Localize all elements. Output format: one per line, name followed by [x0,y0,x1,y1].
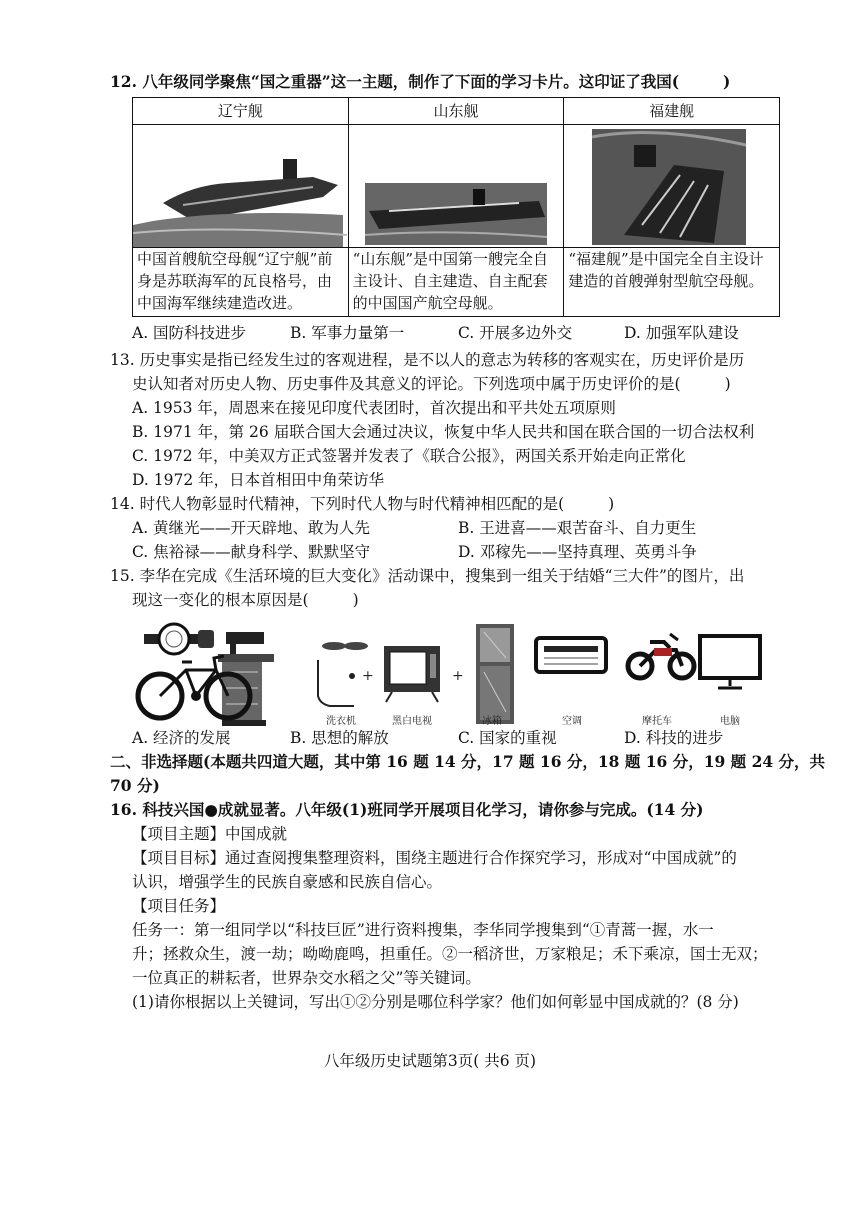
caption-washing-machine: 洗衣机 [326,716,356,727]
q15-option-b: B. 思想的解放 [290,729,389,747]
q16-task-heading: 【项目任务】 [132,897,226,915]
air-conditioner-icon [536,638,606,672]
bw-tv-icon [384,646,440,702]
q16-subquestion-1: (1)请你根据以上关键词，写出①②分别是哪位科学家？他们如何彰显中国成就的？(8 分) [132,993,739,1011]
q15-stem-line1: 15. 李华在完成《生活环境的巨大变化》活动课中，搜集到一组关于结婚“三大件”的图片，出 [110,567,745,585]
q13-stem-line1: 13. 历史事实是指已经发生过的客观进程，是不以人的意志为转移的客观实在，历史评价是历 [110,351,745,369]
q14-option-a: A. 黄继光——开天辟地、敢为人先 [132,519,371,537]
q12-option-b: B. 军事力量第一 [290,324,405,342]
q15-stem-line2 [132,590,359,610]
ship-card-table [132,97,780,317]
q16-goal-line1: 【项目目标】通过查阅搜集整理资料，围绕主题进行合作探究学习，形成对“中国成就”的 [132,849,737,867]
ship-desc-fujian: “福建舰”是中国完全自主设计建造的首艘弹射型航空母舰。 [564,248,780,317]
caption-air-conditioner: 空调 [562,716,582,727]
caption-motorcycle: 摩托车 [642,716,672,727]
q16-theme: 【项目主题】中国成就 [132,825,288,843]
q15-stem-line2-text: 现这一变化的根本原因是( [132,591,309,609]
q12-stem [110,72,730,92]
q14-paren-close: ) [608,495,615,513]
q16-stem: 16. 科技兴国●成就显著。八年级(1)班同学开展项目化学习，请你参与完成。(14 分) [110,800,704,819]
ship-photo-cell-fujian [564,125,780,248]
q16-task-line2: 升；拯救众生，渡一劫；呦呦鹿鸣，担重任。②一稻济世，万家粮足；禾下乘凉，国士无双； [132,945,768,963]
q14-stem [110,494,614,514]
q15-option-a: A. 经济的发展 [132,729,231,747]
q15-paren-close: ) [352,591,359,609]
fujian-ship-photo [564,125,778,247]
q12-paren-close: ) [723,72,731,91]
q13-stem-line2 [132,374,731,394]
page-footer: 八年级历史试题第3页( 共6 页) [323,1052,537,1070]
ship-desc-liaoning: 中国首艘航空母舰“辽宁舰”前身是苏联海军的瓦良格号，由中国海军继续建造改进。 [133,248,349,317]
washing-machine-icon [318,642,368,706]
q13-option-a: A. 1953 年，周恩来在接见印度代表团时，首次提出和平共处五项原则 [132,399,616,417]
q13-option-c: C. 1972 年，中美双方正式签署并发表了《联合公报》，两国关系开始走向正常化 [132,447,686,465]
q12-option-a: A. 国防科技进步 [132,324,247,342]
ship-photo-cell-shandong [348,125,564,248]
q13-paren-close: ) [724,375,731,393]
ship-photo-cell-liaoning [133,125,349,248]
shandong-ship-photo [349,125,563,247]
liaoning-ship-photo [133,125,347,247]
q16-task-line1: 任务一：第一组同学以“科技巨匠”进行资料搜集，李华同学搜集到“①青蒿一握，水一 [132,921,714,939]
section2-heading-line2: 70 分) [110,776,160,795]
q16-task-line3: 一位真正的耕耘者，世界杂交水稻之父”等关键词。 [132,969,481,987]
q14-stem-text: 14. 时代人物彰显时代精神，下列时代人物与时代精神相匹配的是( [110,495,565,513]
q13-stem-line2-text: 史认知者对历史人物、历史事件及其意义的评论。下列选项中属于历史评价的是( [132,375,681,393]
caption-fridge: 冰箱 [482,716,502,727]
caption-computer: 电脑 [720,716,740,727]
q13-option-b: B. 1971 年，第 26 届联合国大会通过决议，恢复中华人民共和国在联合国的一切合法权利 [132,423,755,441]
q15-option-c: C. 国家的重视 [458,729,557,747]
q12-option-c: C. 开展多边外交 [458,324,573,342]
plus-sign: + [452,668,464,684]
section2-heading-line1: 二、非选择题(本题共四道大题，其中第 16 题 14 分，17 题 16 分，18 题 16 分，19 题 24 分，共 [110,752,826,771]
computer-monitor-icon [700,636,760,688]
motorcycle-icon [628,634,694,678]
q15-option-d: D. 科技的进步 [624,729,724,747]
ship-desc-shandong: “山东舰”是中国第一艘完全自主设计、自主建造、自主配套的中国国产航空母舰。 [348,248,564,317]
ship-name-fujian: 福建舰 [564,98,780,125]
ship-name-liaoning: 辽宁舰 [133,98,349,125]
caption-bw-tv: 黑白电视 [392,716,432,727]
wristwatch-icon [144,624,214,654]
q16-goal-line2: 认识，增强学生的民族自豪感和民族自信心。 [132,873,443,891]
q12-stem-text: 12. 八年级同学聚焦“国之重器”这一主题，制作了下面的学习卡片。这印证了我国( [110,72,680,91]
q12-option-d: D. 加强军队建设 [624,324,739,342]
q13-option-d: D. 1972 年，日本首相田中角荣访华 [132,471,385,489]
fridge-icon [476,624,514,724]
plus-sign: + [362,668,374,684]
q14-option-b: B. 王进喜——艰苦奋斗、自力更生 [458,519,697,537]
q14-option-c: C. 焦裕禄——献身科学、默默坚守 [132,543,371,561]
q14-option-d: D. 邓稼先——坚持真理、英勇斗争 [458,543,697,561]
ship-name-shandong: 山东舰 [348,98,564,125]
